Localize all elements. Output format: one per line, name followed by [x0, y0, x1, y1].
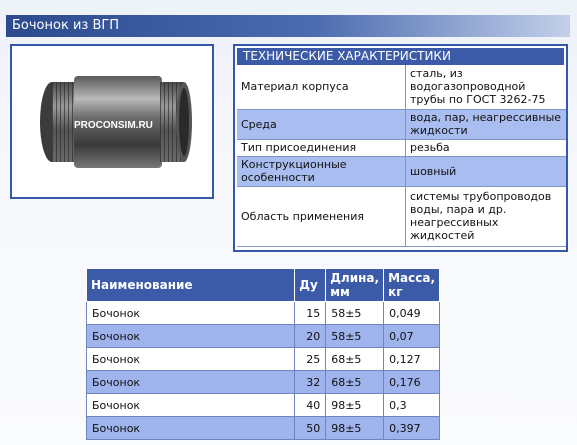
table-row: [87, 348, 440, 371]
cell-du: 15: [295, 302, 326, 325]
header-length: Длина, мм: [326, 269, 384, 302]
watermark-text: PROCONSIM.RU: [74, 120, 153, 131]
cell-length: 68±5: [326, 348, 384, 371]
cell-name: Бочонок: [87, 348, 295, 371]
table-row: [87, 417, 440, 440]
cell-name: Бочонок: [87, 325, 295, 348]
spec-row: [237, 65, 566, 109]
spec-row: [237, 156, 566, 186]
specs-table: [237, 65, 566, 247]
spec-key: Конструкционные особенности: [237, 156, 406, 186]
cell-du: 20: [295, 325, 326, 348]
cell-name: Бочонок: [87, 394, 295, 417]
cell-mass: 0,127: [384, 348, 440, 371]
cell-length: 98±5: [326, 394, 384, 417]
header-name: Наименование: [87, 269, 295, 302]
spec-key: Среда: [237, 109, 406, 139]
cell-du: 32: [295, 371, 326, 394]
cell-name: Бочонок: [87, 302, 295, 325]
header-mass: Масса, кг: [384, 269, 440, 302]
table-row: [87, 371, 440, 394]
specs-panel: [233, 44, 568, 252]
spec-value: шовный: [406, 156, 567, 186]
spec-value: резьба: [406, 139, 567, 156]
cell-mass: 0,176: [384, 371, 440, 394]
table-row: [87, 302, 440, 325]
cell-name: Бочонок: [87, 417, 295, 440]
spec-value: системы трубопроводов воды, пара и др. неагрессивных жидкостей: [406, 186, 567, 246]
table-row: [87, 325, 440, 348]
cell-du: 25: [295, 348, 326, 371]
spec-row: [237, 186, 566, 246]
cell-mass: 0,07: [384, 325, 440, 348]
cell-mass: 0,397: [384, 417, 440, 440]
spec-key: Материал корпуса: [237, 65, 406, 109]
sizes-table: [86, 268, 440, 440]
header-du: Ду: [295, 269, 326, 302]
cell-length: 58±5: [326, 325, 384, 348]
page-title: Бочонок из ВГП: [6, 15, 570, 37]
cell-du: 50: [295, 417, 326, 440]
product-photo: [10, 44, 214, 199]
cell-length: 58±5: [326, 302, 384, 325]
cell-du: 40: [295, 394, 326, 417]
cell-name: Бочонок: [87, 371, 295, 394]
cell-mass: 0,3: [384, 394, 440, 417]
spec-key: Область применения: [237, 186, 406, 246]
cell-mass: 0,049: [384, 302, 440, 325]
spec-row: [237, 109, 566, 139]
cell-length: 68±5: [326, 371, 384, 394]
spec-value: сталь, из водогазопроводной трубы по ГОСТ 3262-75: [406, 65, 567, 109]
spec-row: [237, 139, 566, 156]
spec-value: вода, пар, неагрессивные жидкости: [406, 109, 567, 139]
table-row: [87, 394, 440, 417]
sizes-header-row: [87, 269, 440, 302]
spec-key: Тип присоединения: [237, 139, 406, 156]
cell-length: 98±5: [326, 417, 384, 440]
specs-heading: ТЕХНИЧЕСКИЕ ХАРАКТЕРИСТИКИ: [237, 48, 564, 65]
